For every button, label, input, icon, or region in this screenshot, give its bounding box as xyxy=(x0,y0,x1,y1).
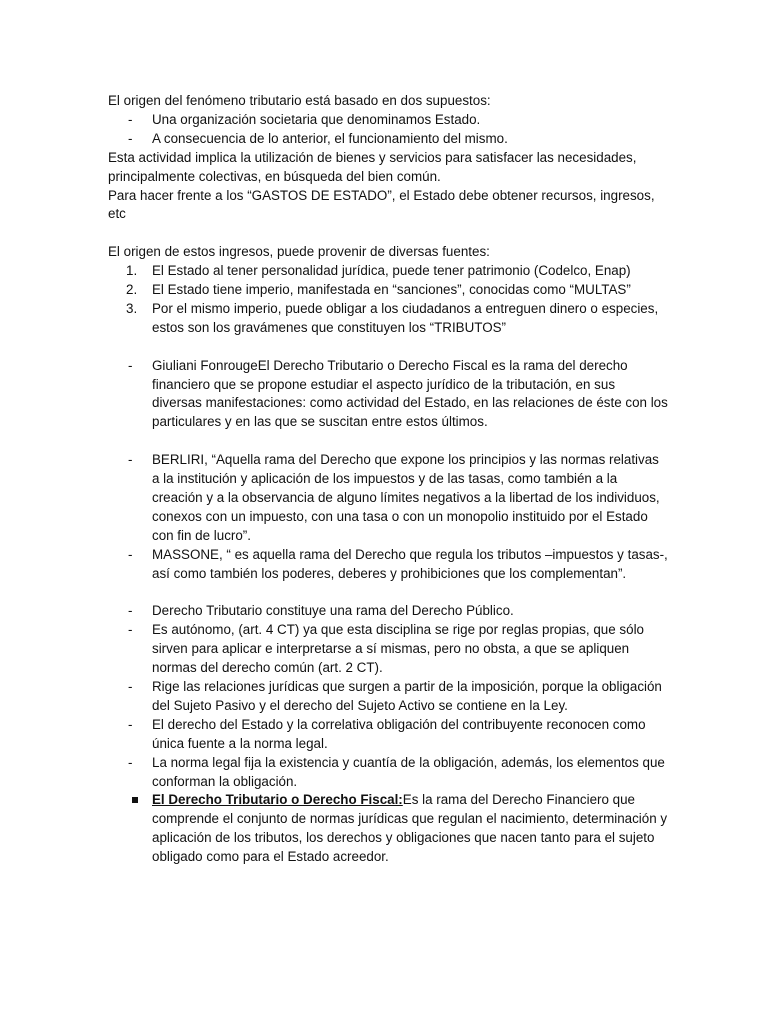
numbered-list-item xyxy=(108,262,668,281)
dash-list-item xyxy=(108,111,668,130)
definition-item-massone xyxy=(108,546,668,584)
list-item-text: BERLIRI, “Aquella rama del Derecho que expone los principios y las normas relativas a la institución y aplicación de los impuestos y de las tasas, como también a la creación y a la observancia de alguno límites negativos a la libertad de los individuos, conexos con un impuesto, con una tasa o con un monopolio instituido por el Estado con fin de lucro”. xyxy=(152,452,660,543)
blank-line xyxy=(108,338,668,357)
list-item-text: Giuliani FonrougeEl Derecho Tributario o Derecho Fiscal es la rama del derecho financiero que se propone estudiar el aspecto jurídico de la tributación, en sus diversas manifestaciones: como actividad del Estado, en las relaciones de éste con los particulares y en las que se suscitan entre estos últimos. xyxy=(152,357,668,430)
blank-line xyxy=(108,432,668,451)
dash-marker: - xyxy=(128,679,133,695)
dash-marker: - xyxy=(128,603,133,619)
number-marker: 1. xyxy=(126,263,138,279)
intro-paragraph: El origen del fenómeno tributario está basado en dos supuestos: xyxy=(108,93,491,108)
document-page xyxy=(108,92,668,867)
list-item-text: MASSONE, “ es aquella rama del Derecho que regula los tributos –impuestos y tasas-, así como también los poderes, deberes y prohibiciones que los complementan”. xyxy=(152,546,668,581)
blank-line xyxy=(108,584,668,603)
origen-paragraph: El origen de estos ingresos, puede provenir de diversas fuentes: xyxy=(108,244,490,260)
numbered-list-item xyxy=(108,300,668,338)
characteristic-item xyxy=(108,678,668,716)
dash-marker: - xyxy=(128,111,133,127)
list-item-text: El Estado al tener personalidad jurídica, puede tener patrimonio (Codelco, Enap) xyxy=(152,263,631,279)
dash-marker: - xyxy=(128,546,133,562)
dash-marker: - xyxy=(128,754,133,770)
dash-marker: - xyxy=(128,130,133,146)
definition-item-berliri xyxy=(108,451,668,546)
list-item-text: Es autónomo, (art. 4 CT) ya que esta disciplina se rige por reglas propias, que sólo sirven para aplicar e interpretarse a sí mismas, pero no obsta, a que se apliquen normas del derecho común (art. 2 CT). xyxy=(152,622,644,676)
list-item-text: Rige las relaciones jurídicas que surgen a partir de la imposición, porque la obligación del Sujeto Pasivo y el derecho del Sujeto Activo se contiene en la Ley. xyxy=(152,679,662,713)
dash-list-item xyxy=(108,130,668,149)
characteristic-item xyxy=(108,716,668,754)
numbered-list-item xyxy=(108,281,668,300)
square-bullet-icon xyxy=(132,797,138,803)
dash-marker: - xyxy=(128,716,133,732)
characteristic-item xyxy=(108,602,668,621)
list-item-text: El Estado tiene imperio, manifestada en “sanciones”, conocidas como “MULTAS” xyxy=(152,282,631,298)
list-item-text: Por el mismo imperio, puede obligar a los ciudadanos a entreguen dinero o especies, estos son los gravámenes que constituyen los “TRIBUTOS” xyxy=(152,300,659,335)
definition-item-giuliani xyxy=(108,357,668,433)
gastos-paragraph: Para hacer frente a los “GASTOS DE ESTADO”, el Estado debe obtener recursos, ingresos, etc xyxy=(108,187,655,222)
final-term: El Derecho Tributario o Derecho Fiscal: xyxy=(152,792,403,808)
dash-marker: - xyxy=(128,622,133,638)
list-item-text: A consecuencia de lo anterior, el funcionamiento del mismo. xyxy=(152,130,508,146)
dash-marker: - xyxy=(128,452,133,468)
list-item-text: Una organización societaria que denominamos Estado. xyxy=(152,111,481,127)
final-definition-text: Es la rama del Derecho Financiero que comprende el conjunto de normas jurídicas que regulan el nacimiento, determinación y aplicación de los tributos, los derechos y obligaciones que nacen tanto para el sujeto obligado como para el Estado acreedor. xyxy=(152,792,668,865)
list-item-text: Derecho Tributario constituye una rama del Derecho Público. xyxy=(152,603,514,619)
number-marker: 2. xyxy=(126,282,138,298)
list-item-text: El derecho del Estado y la correlativa obligación del contribuyente reconocen como única fuente a la norma legal. xyxy=(152,716,646,751)
number-marker: 3. xyxy=(126,300,138,316)
blank-line xyxy=(108,224,668,243)
activity-paragraph: Esta actividad implica la utilización de bienes y servicios para satisfacer las necesidades, principalmente colectivas, en búsqueda del bien común. xyxy=(108,149,637,184)
characteristic-item xyxy=(108,621,668,678)
dash-marker: - xyxy=(128,357,133,373)
final-definition-item xyxy=(108,791,668,867)
list-item-text: La norma legal fija la existencia y cuantía de la obligación, además, los elementos que conforman la obligación. xyxy=(152,754,665,789)
characteristic-item xyxy=(108,754,668,792)
